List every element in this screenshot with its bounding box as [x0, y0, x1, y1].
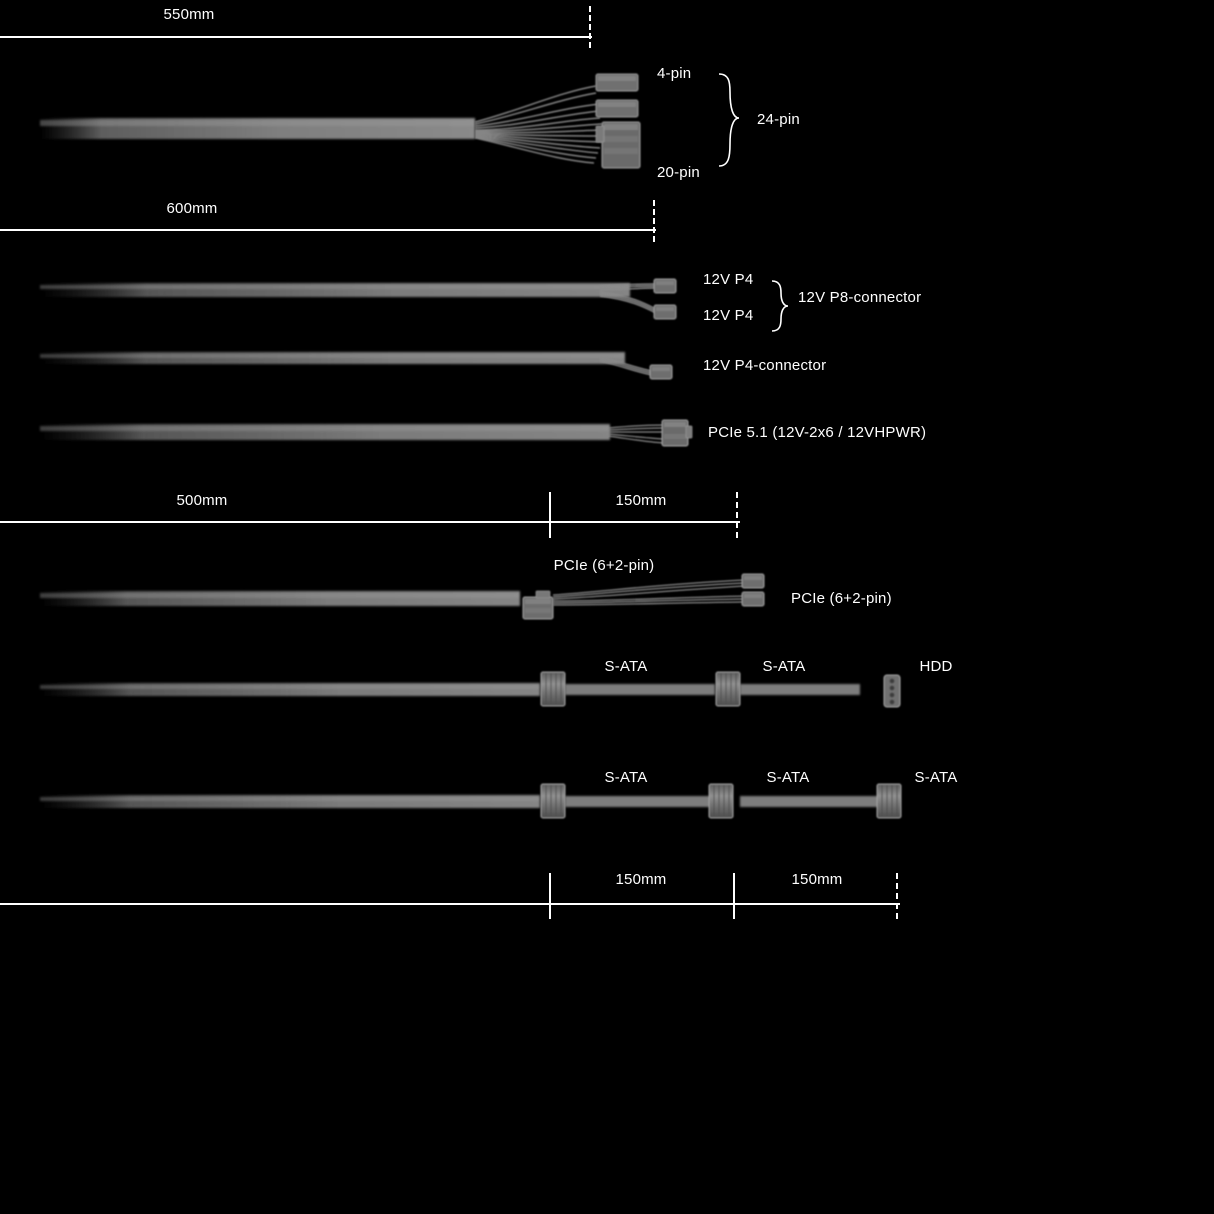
dim-label-150-top: 150mm: [615, 492, 667, 509]
dim-tick-bottom-1: [549, 873, 551, 919]
label-12v-p4-b: 12V P4: [703, 307, 754, 324]
label-pcie-62-right: PCIe (6+2-pin): [791, 590, 892, 607]
label-12v-p4-a: 12V P4: [703, 271, 754, 288]
dim-label-150-bottom-left: 150mm: [615, 871, 667, 888]
label-12v-p8-connector: 12V P8-connector: [798, 289, 922, 306]
dim-label-150-bottom-right: 150mm: [791, 871, 843, 888]
dim-line-600: [0, 229, 656, 231]
dim-tick-500-right: [549, 492, 551, 538]
label-sata-2: S-ATA: [762, 658, 806, 675]
label-pcie-62-top: PCIe (6+2-pin): [553, 557, 655, 574]
label-sata-3: S-ATA: [604, 769, 648, 786]
label-24-pin: 24-pin: [757, 111, 800, 128]
label-sata-1: S-ATA: [604, 658, 648, 675]
dim-line-500-150: [0, 521, 740, 523]
dim-tick-550-right: [589, 6, 591, 48]
dim-tick-150-right: [736, 492, 738, 538]
label-hdd: HDD: [919, 658, 953, 675]
label-12v-p4-connector: 12V P4-connector: [703, 357, 827, 374]
dim-line-550: [0, 36, 592, 38]
label-sata-5: S-ATA: [914, 769, 958, 786]
dim-label-550: 550mm: [163, 6, 215, 23]
label-20-pin: 20-pin: [657, 164, 700, 181]
dim-line-bottom: [0, 903, 900, 905]
label-sata-4: S-ATA: [766, 769, 810, 786]
dim-label-500: 500mm: [176, 492, 228, 509]
label-pcie-51: PCIe 5.1 (12V-2x6 / 12VHPWR): [708, 424, 927, 441]
dim-tick-bottom-2: [733, 873, 735, 919]
dim-label-600: 600mm: [166, 200, 218, 217]
label-4-pin: 4-pin: [657, 65, 692, 82]
dim-tick-bottom-3: [896, 873, 898, 919]
dim-tick-600-right: [653, 200, 655, 242]
